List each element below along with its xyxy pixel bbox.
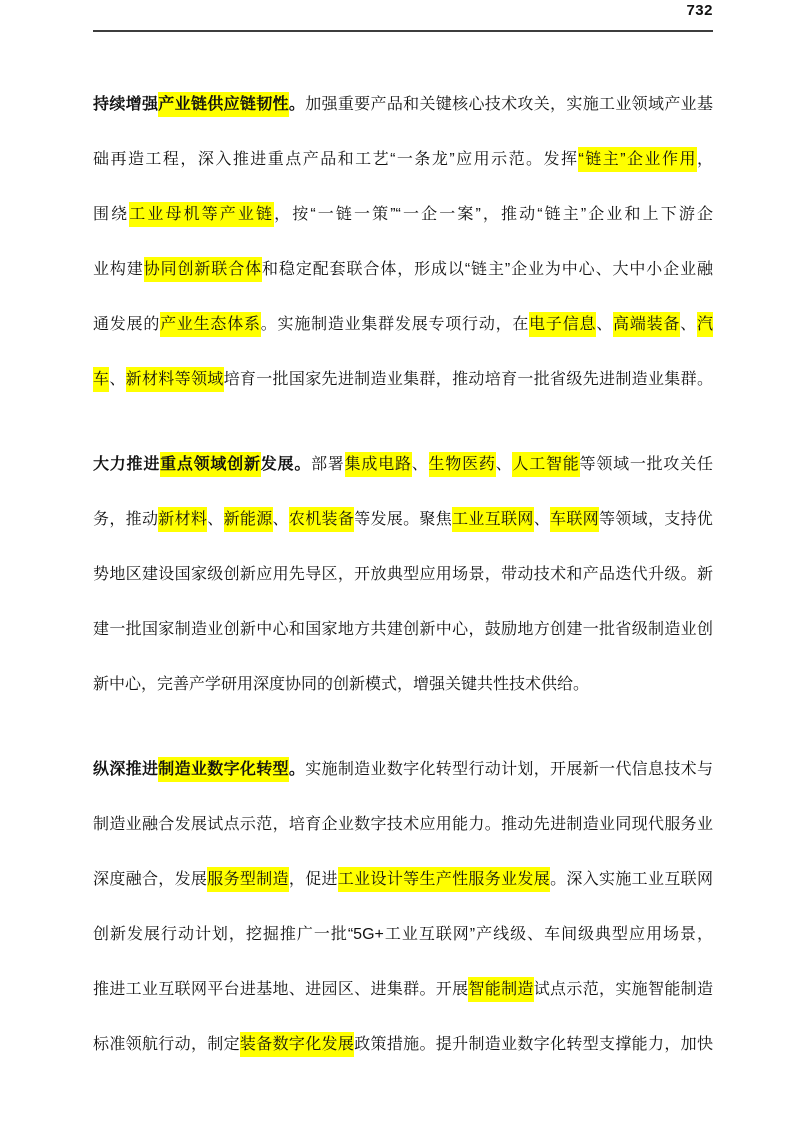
text-segment: 、 bbox=[109, 371, 126, 388]
highlighted-text: 车 bbox=[93, 367, 109, 392]
text-segment: 通发展的 bbox=[93, 316, 161, 333]
text-line bbox=[93, 602, 713, 657]
highlighted-text: 工业设计等生产性服务业发展 bbox=[338, 867, 550, 892]
text-segment: 建一批国家制造业创新中心和国家地方共建创新中心，鼓励地方创建一批省级制造业创 bbox=[93, 621, 713, 638]
text-line bbox=[93, 1017, 713, 1072]
text-line bbox=[93, 962, 713, 1017]
highlighted-text: 人工智能 bbox=[512, 452, 579, 477]
highlighted-text: 车联网 bbox=[550, 507, 599, 532]
text-segment: 等发展。聚焦 bbox=[354, 511, 453, 528]
highlighted-text: 新能源 bbox=[224, 507, 273, 532]
highlighted-text: 工业母机等产业链 bbox=[129, 202, 274, 227]
highlighted-text: 汽 bbox=[697, 312, 713, 337]
highlighted-text: 服务型制造 bbox=[207, 867, 289, 892]
text-segment: 等领域一批攻关任 bbox=[579, 456, 713, 473]
text-segment: 部署 bbox=[311, 456, 345, 473]
text-segment: 深度融合，发展 bbox=[93, 871, 208, 888]
text-segment: 推进工业互联网平台进基地、进园区、进集群。开展 bbox=[93, 981, 469, 998]
text-segment: 新中心，完善产学研用深度协同的创新模式，增强关键共性技术供给。 bbox=[93, 676, 590, 693]
text-segment: 础再造工程，深入推进重点产品和工艺“一条龙”应用示范。发挥 bbox=[93, 151, 579, 168]
highlighted-text: 集成电路 bbox=[345, 452, 412, 477]
text-segment: 标准领航行动，制定 bbox=[93, 1036, 240, 1053]
highlighted-text: 新材料等领域 bbox=[126, 367, 224, 392]
text-line bbox=[93, 742, 713, 797]
text-segment: 创新发展行动计划，挖掘推广一批“5G+工业互联网”产线级、车间级典型应用场景， bbox=[93, 926, 713, 943]
text-segment: 。实施制造业集群发展专项行动，在 bbox=[260, 316, 530, 333]
header-divider bbox=[93, 30, 713, 32]
text-line bbox=[93, 657, 713, 712]
text-segment: 试点示范，实施智能制造 bbox=[533, 981, 713, 998]
highlighted-text: 重点领域创新 bbox=[160, 452, 261, 477]
text-segment: 、 bbox=[272, 511, 289, 528]
text-segment: 。 bbox=[288, 96, 306, 113]
text-segment: 制造业融合发展试点示范，培育企业数字技术应用能力。推动先进制造业同现代服务业 bbox=[93, 816, 713, 833]
text-segment: 纵深推进 bbox=[93, 761, 159, 778]
text-line bbox=[93, 492, 713, 547]
paragraph bbox=[93, 77, 713, 407]
page-number: 732 bbox=[686, 2, 713, 19]
highlighted-text: 农机装备 bbox=[289, 507, 354, 532]
text-line bbox=[93, 242, 713, 297]
highlighted-text: 产业生态体系 bbox=[160, 312, 261, 337]
text-segment: 业构建 bbox=[93, 261, 144, 278]
text-line bbox=[93, 437, 713, 492]
text-segment: 实施制造业数字化转型行动计划，开展新一代信息技术与 bbox=[305, 761, 713, 778]
text-segment: 务，推动 bbox=[93, 511, 159, 528]
text-segment: 大力推进 bbox=[93, 456, 161, 473]
text-segment: ， bbox=[696, 151, 713, 168]
text-line bbox=[93, 852, 713, 907]
paragraph bbox=[93, 742, 713, 1072]
text-line bbox=[93, 187, 713, 242]
paragraph bbox=[93, 437, 713, 712]
highlighted-text: 产业链供应链韧性 bbox=[158, 92, 289, 117]
text-segment: 和稳定配套联合体，形成以“链主”企业为中心、大中小企业融 bbox=[262, 261, 713, 278]
highlighted-text: “链主”企业作用 bbox=[578, 147, 696, 172]
text-segment: 培育一批国家先进制造业集群，推动培育一批省级先进制造业集群。 bbox=[223, 371, 713, 388]
text-segment: 。深入实施工业互联网 bbox=[550, 871, 713, 888]
text-segment: 、 bbox=[680, 316, 697, 333]
text-segment: 。 bbox=[288, 761, 306, 778]
text-line bbox=[93, 132, 713, 187]
text-segment: 发展。 bbox=[260, 456, 312, 473]
text-line bbox=[93, 77, 713, 132]
text-line bbox=[93, 297, 713, 352]
text-segment: 等领域，支持优 bbox=[598, 511, 713, 528]
text-segment: 、 bbox=[533, 511, 551, 528]
text-segment: 势地区建设国家级创新应用先导区，开放典型应用场景，带动技术和产品迭代升级。新 bbox=[93, 566, 713, 583]
text-segment: 政策措施。提升制造业数字化转型支撑能力，加快 bbox=[354, 1036, 713, 1053]
highlighted-text: 装备数字化发展 bbox=[240, 1032, 354, 1057]
highlighted-text: 协同创新联合体 bbox=[144, 257, 262, 282]
text-line bbox=[93, 352, 713, 407]
text-segment: ，促进 bbox=[288, 871, 338, 888]
highlighted-text: 工业互联网 bbox=[452, 507, 534, 532]
text-line bbox=[93, 547, 713, 602]
text-segment: 、 bbox=[411, 456, 429, 473]
highlighted-text: 制造业数字化转型 bbox=[158, 757, 289, 782]
highlighted-text: 电子信息 bbox=[529, 312, 596, 337]
highlighted-text: 智能制造 bbox=[468, 977, 533, 1002]
text-segment: 、 bbox=[495, 456, 513, 473]
highlighted-text: 新材料 bbox=[158, 507, 207, 532]
text-segment: 围绕 bbox=[93, 206, 130, 223]
text-line bbox=[93, 907, 713, 962]
text-segment: 加强重要产品和关键核心技术攻关，实施工业领域产业基 bbox=[305, 96, 713, 113]
text-line bbox=[93, 797, 713, 852]
highlighted-text: 生物医药 bbox=[429, 452, 496, 477]
text-segment: ，按“一链一策”“一企一案”，推动“链主”企业和上下游企 bbox=[274, 206, 713, 223]
text-segment: 持续增强 bbox=[93, 96, 159, 113]
document-body bbox=[93, 77, 713, 1102]
text-segment: 、 bbox=[596, 316, 614, 333]
text-segment: 、 bbox=[207, 511, 224, 528]
highlighted-text: 高端装备 bbox=[613, 312, 680, 337]
